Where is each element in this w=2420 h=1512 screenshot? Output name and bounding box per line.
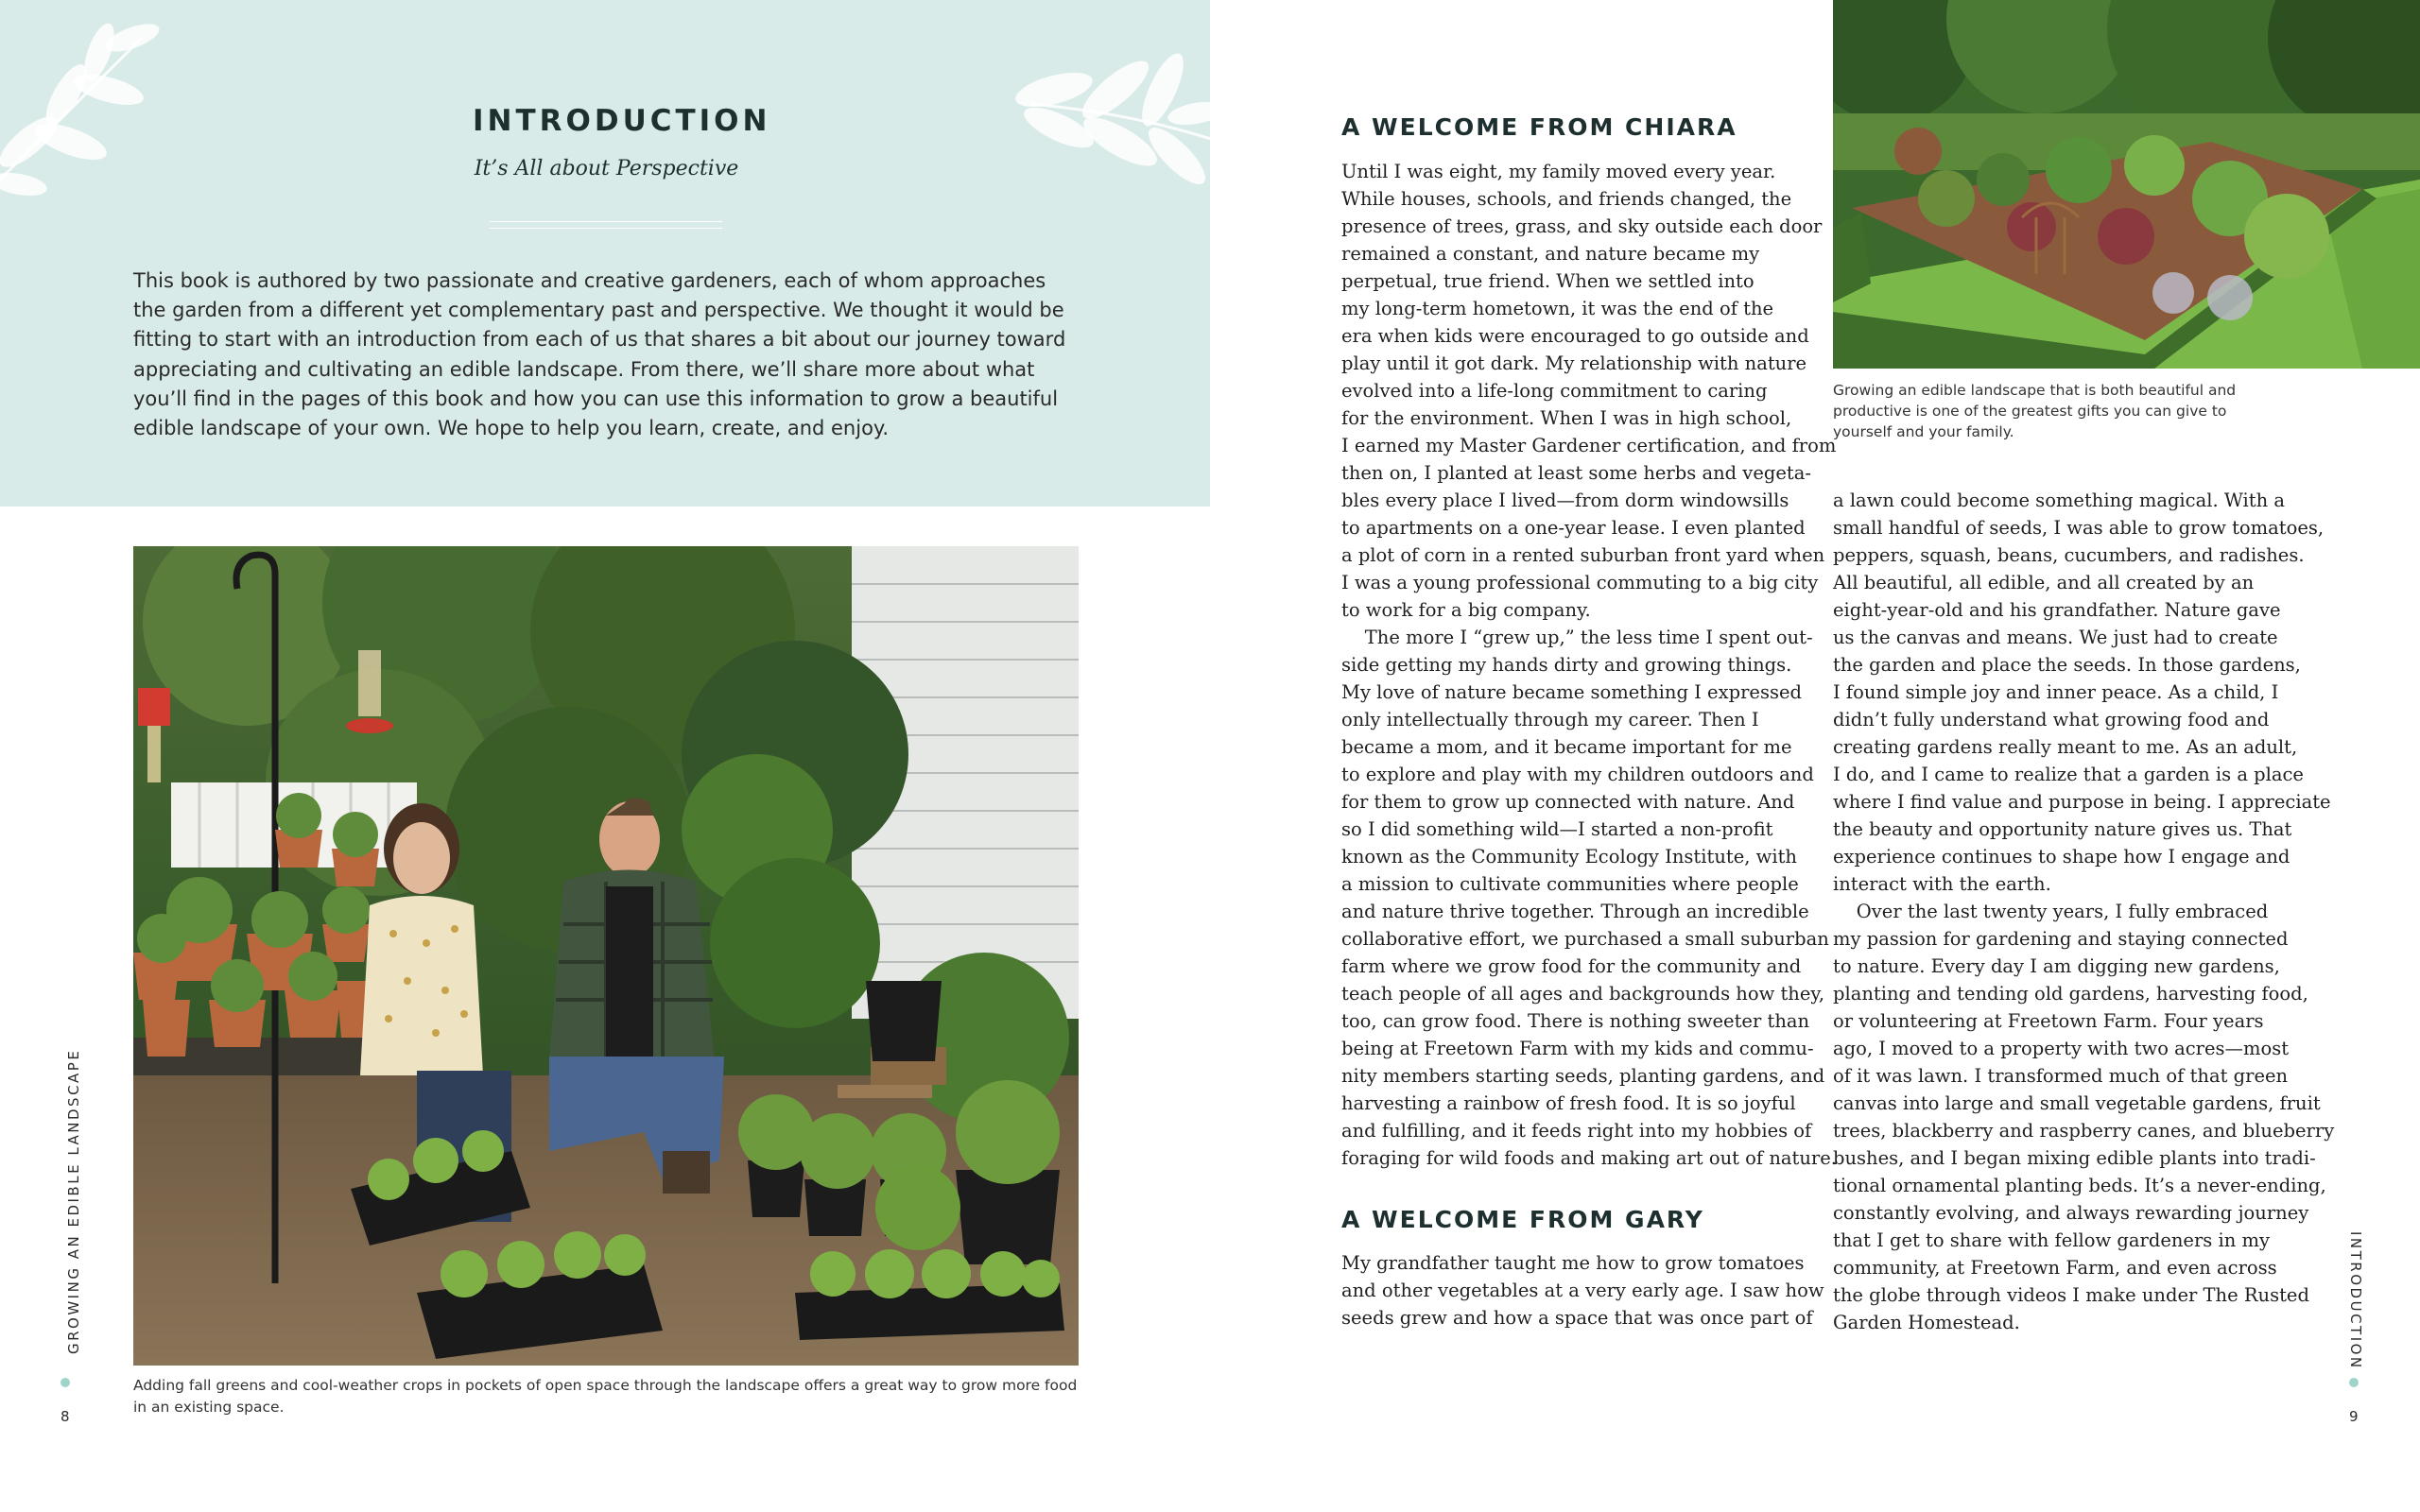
running-head-right: INTRODUCTION	[2347, 1231, 2364, 1370]
running-head-dot-right	[2349, 1378, 2359, 1387]
gary-body-text-continued: a lawn could become something magical. With a small handful of seeds, I was able to grow tomatoes, peppers, squash, beans, cucumbers, and radishes. All beautiful, all edible, and all created by an eight-year-old and his grandfather. Nature gave us the canvas and means. We just had to create the garden and place the seeds. In those gardens, I found simple joy and inner peace. As a child, I didn’t fully understand what growing food and creating gardens really meant to me. As an adult, I do, and I came to realize that a garden is a place where I find value and purpose in being. I appreciate the beauty and opportunity nature gives us. That experience continues to shape how I engage and interact with the earth. Over the last twenty years, I fully embraced my passion for gardening and staying connected to nature. Every day I am digging new gardens, planting and tending old gardens, harvesting food, or volunteering at Freetown Farm. Four years ago, I moved to a property with two acres—most of it was lawn. I transformed much of that green canvas into large and small vegetable gardens, fruit trees, blackberry and raspberry canes, and blueberry bushes, and I began mixing edible plants into tradi- tional ornamental planting beds. It’s a never-ending, constantly evolving, and always rewarding journey that I get to share with fellow gardeners in my community, at Freetown Farm, and even across the globe through videos I make under The Rusted Garden Homestead.	[1833, 490, 2335, 1333]
divider-bottom	[490, 228, 722, 229]
page-number-right: 9	[2349, 1408, 2359, 1425]
leaf-sprig-left-icon	[0, 18, 163, 199]
intro-paragraph: This book is authored by two passionate and creative gardeners, each of whom approaches the garden from a different yet complementary past and perspective. We thought it would be fitting to start with an introduction from each of us that shares a bit about our journey toward appreciating and cultivating an edible landscape. From there, we’ll share more about what you’ll find in the pages of this book and how you can use this information to grow a beautiful edible landscape of your own. We hope to help you learn, create, and enjoy.	[133, 269, 1066, 440]
garden-photo-image	[133, 546, 1079, 1366]
page-number-left: 8	[60, 1408, 70, 1425]
garden-photo-gardeners	[133, 546, 1079, 1366]
garden-photo-beds	[1833, 0, 2420, 369]
chiara-body-text: Until I was eight, my family moved every year. While houses, schools, and friends changed, the presence of trees, grass, and sky outside each door remained a constant, and nature became my perpetual, true friend. When we settled into my long-term hometown, it was the end of the era when kids were encouraged to go outside and play until it got dark. My relationship with nature evolved into a life-long commitment to caring for the environment. When I was in high school, I earned my Master Gardener certification, and from then on, I planted at least some herbs and vegeta- bles every place I lived—from dorm windowsills to apartments on a one-year lease. I even planted a plot of corn in a rented suburban front yard when I was a young professional commuting to a big city to work for a big company. The more I “grew up,” the less time I spent out- side getting my hands dirty and growing things. My love of nature became something I expressed only intellectually through my career. Then I became a mom, and it became important for me to explore and play with my children outdoors and for them to grow up connected with nature. And so I did something wild—I started a non-profit known as the Community Ecology Institute, with a mission to cultivate communities where people and nature thrive together. Through an incredible collaborative effort, we purchased a small suburban farm where we grow food for the community and teach people of all ages and backgrounds how they, too, can grow food. There is nothing sweeter than being at Freetown Farm with my kids and commu- nity members starting seeds, planting gardens, and harvesting a rainbow of fresh food. It is so joyful and fulfilling, and it feeds right into my hobbies of foraging for wild foods and making art out of nature.	[1341, 161, 1837, 1169]
divider-top	[490, 221, 722, 222]
garden-beds-image	[1833, 0, 2420, 369]
photo-caption-right: Growing an edible landscape that is both beautiful and productive is one of the greatest gifts you can give to yourself and your family.	[1833, 382, 2237, 440]
photo-caption-left: Adding fall greens and cool-weather crops in pockets of open space through the landscape offers a great way to grow more food in an existing space.	[133, 1377, 1078, 1416]
leaf-sprig-right-icon	[1012, 48, 1210, 192]
page-subtitle: It’s All about Perspective	[474, 157, 739, 180]
page-title: INTRODUCTION	[473, 104, 771, 138]
gary-body-text-start: My grandfather taught me how to grow tomatoes and other vegetables at a very early age. I saw how seeds grew and how a space that was once part of	[1341, 1252, 1824, 1329]
section-heading-chiara: A WELCOME FROM CHIARA	[1341, 113, 1737, 141]
running-head-left: GROWING AN EDIBLE LANDSCAPE	[65, 1048, 82, 1354]
section-heading-gary: A WELCOME FROM GARY	[1341, 1206, 1704, 1233]
running-head-dot-left	[60, 1378, 70, 1387]
